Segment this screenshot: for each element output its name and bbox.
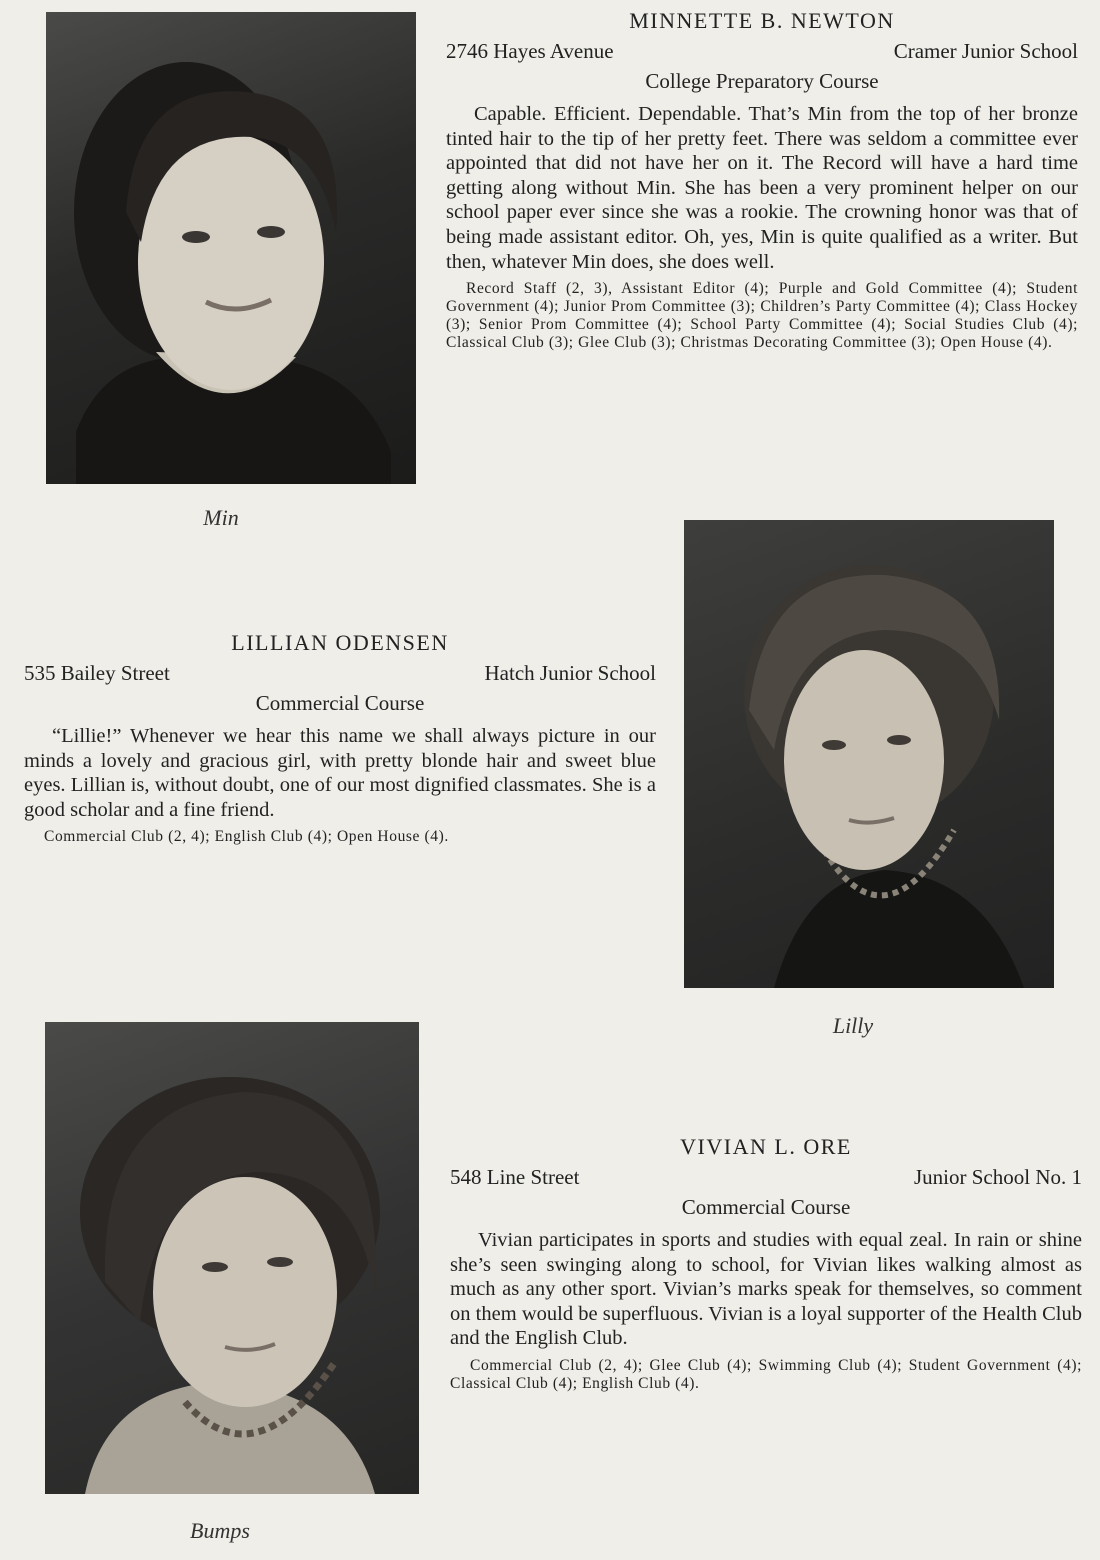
portrait-photo-bumps (45, 1022, 419, 1494)
student-name: VIVIAN L. ORE (680, 1134, 852, 1159)
nickname-caption-min: Min (203, 505, 239, 530)
course-name: Commercial Course (681, 1195, 851, 1219)
course-name: College Preparatory Course (645, 69, 879, 93)
entry-minnette-newton (446, 8, 1078, 352)
nickname-caption-bumps: Bumps (190, 1518, 250, 1543)
activities-list: Commercial Club (2, 4); Glee Club (4); Swimming Club (4); Student Government (4); Classical Club (4); English Club (4). (450, 1356, 1082, 1392)
junior-school: Hatch Junior School (484, 661, 656, 685)
home-address: 548 Line Street (450, 1165, 580, 1189)
student-name: LILLIAN ODENSEN (231, 630, 449, 655)
junior-school: Junior School No. 1 (914, 1165, 1082, 1189)
address-school-line (24, 658, 656, 688)
address-school-line (446, 36, 1078, 66)
biography: “Lillie!” Whenever we hear this name we shall always picture in our minds a lovely and gracious girl, with pretty blonde hair and sweet blue eyes. Lillian is, without doubt, one of our most dignified classmates. She is a good scholar and a fine friend. (24, 725, 656, 821)
home-address: 535 Bailey Street (24, 661, 170, 685)
activities-list: Record Staff (2, 3), Assistant Editor (4); Purple and Gold Committee (4); Student Government (4); Junior Prom Committee (3); Children’s Party Committee (4); Class Hockey (3); Senior Prom Committee (4); School Party Committee (4); Social Studies Club (4); Classical Club (3); Glee Club (3); Christmas Decorating Committee (3); Open House (4). (446, 280, 1078, 352)
biography: Vivian participates in sports and studies with equal zeal. In rain or shine she’s seen swinging along to school, for Vivian likes walking almost as much as any other sport. Vivian’s marks speak for themselves, so comment on them would be superfluous. Vivian is a loyal supporter of the Health Club and the English Club. (450, 1229, 1082, 1350)
entry-lillian-odensen (24, 630, 656, 846)
address-school-line (450, 1162, 1082, 1192)
course-name: Commercial Course (255, 691, 425, 715)
home-address: 2746 Hayes Avenue (446, 39, 614, 63)
junior-school: Cramer Junior School (893, 39, 1078, 63)
student-name: MINNETTE B. NEWTON (629, 8, 895, 33)
portrait-photo-min (46, 12, 416, 484)
entry-vivian-ore (450, 1134, 1082, 1393)
nickname-caption-lilly: Lilly (832, 1013, 874, 1038)
biography: Capable. Efficient. Dependable. That’s Min from the top of her bronze tinted hair to the tip of her pretty feet. There was seldom a committee ever appointed that did not have her on it. The Record will have a hard time getting along without Min. She has been a very prominent helper on our school paper ever since she was a rookie. The crowning honor was that of being made assistant editor. Oh, yes, Min is quite qualified as a writer. But then, whatever Min does, she does well. (446, 103, 1078, 273)
activities-list: Commercial Club (2, 4); English Club (4); Open House (4). (44, 828, 449, 846)
portrait-photo-lilly (684, 520, 1054, 988)
